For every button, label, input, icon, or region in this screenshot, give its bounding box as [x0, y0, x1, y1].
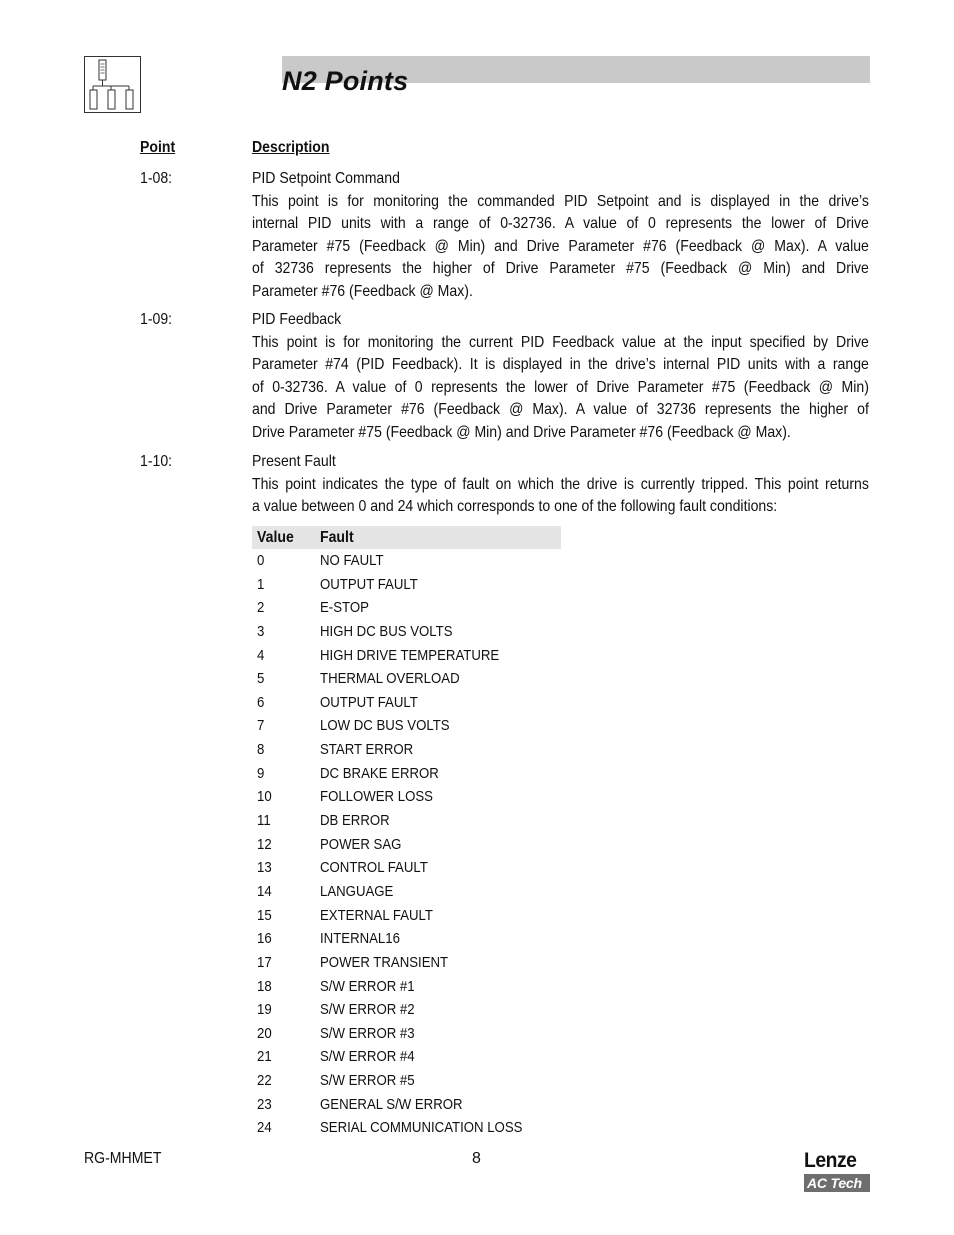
fault-value: 20 [257, 1024, 272, 1042]
table-row [252, 691, 561, 715]
table-row [252, 620, 561, 644]
fault-name: S/W ERROR #3 [320, 1024, 415, 1042]
fault-value: 0 [257, 552, 265, 569]
point-id-1-08: 1-08: [140, 170, 173, 187]
fault-name: S/W ERROR #5 [320, 1072, 415, 1090]
description-line: a value between 0 and 24 which corresponds to one of the following fault conditions: [252, 498, 778, 515]
fault-value: 10 [257, 788, 272, 806]
entry-description [252, 474, 869, 519]
fault-value: 11 [257, 812, 271, 830]
table-row [252, 785, 561, 809]
fault-name: DB ERROR [320, 812, 390, 830]
table-row [252, 833, 561, 857]
fault-name: SERIAL COMMUNICATION LOSS [320, 1119, 523, 1137]
fault-name: S/W ERROR #4 [320, 1048, 415, 1066]
fault-name: OUTPUT FAULT [320, 693, 418, 711]
fault-name: HIGH DC BUS VOLTS [320, 622, 453, 640]
description-line: internal PID units with a range of 0-32736. A value of 0 represents the lower of Drive [252, 215, 869, 232]
table-row [252, 738, 561, 762]
point-id-1-10: 1-10: [140, 453, 173, 470]
fault-value: 18 [257, 977, 272, 995]
table-row [252, 1022, 561, 1046]
document-code: RG-MHMET [84, 1150, 162, 1167]
fault-name: LANGUAGE [320, 882, 394, 900]
fault-name: NO FAULT [320, 552, 384, 569]
fault-value: 3 [257, 622, 265, 640]
fault-value: 7 [257, 717, 265, 735]
logo-subbrand: AC Tech [804, 1174, 870, 1192]
description-line: This point indicates the type of fault on which the drive is currently tripped. This point returns [252, 475, 869, 493]
table-row [252, 596, 561, 620]
description-line: This point is for monitoring the commanded PID Setpoint and is displayed in the drive’s [252, 192, 869, 210]
fault-name: THERMAL OVERLOAD [320, 670, 460, 688]
fault-table-header [252, 526, 561, 549]
table-row [252, 975, 561, 999]
description-line: This point is for monitoring the current PID Feedback value at the input specified by Drive [252, 333, 869, 351]
fault-value: 17 [257, 953, 272, 971]
fault-table-body [252, 549, 561, 1140]
table-row [252, 573, 561, 597]
entry-description [252, 191, 869, 304]
fault-name: START ERROR [320, 741, 414, 759]
fault-name: POWER TRANSIENT [320, 953, 449, 971]
description-line: Parameter #75 (Feedback @ Min) and Drive Parameter #76 (Feedback @ Max). A value [252, 237, 869, 255]
lenze-logo [804, 1150, 870, 1192]
column-header-description: Description [252, 139, 330, 156]
table-row [252, 1069, 561, 1093]
description-line: Parameter #74 (PID Feedback). It is displayed in the drive’s internal PID units with a range [252, 356, 869, 373]
description-line: of 0-32736. A value of 0 represents the lower of Drive Parameter #75 (Feedback @ Min) [252, 378, 869, 396]
table-row [252, 1093, 561, 1117]
table-row [252, 549, 561, 573]
fault-name: E-STOP [320, 599, 369, 617]
page-number: 8 [472, 1150, 481, 1167]
fault-name: POWER SAG [320, 835, 402, 853]
table-row [252, 904, 561, 928]
table-row [252, 880, 561, 904]
table-row [252, 927, 561, 951]
fault-name: S/W ERROR #2 [320, 1001, 415, 1019]
fault-value: 13 [257, 859, 272, 877]
description-line: Drive Parameter #75 (Feedback @ Min) and Drive Parameter #76 (Feedback @ Max). [252, 423, 791, 441]
fault-name: GENERAL S/W ERROR [320, 1095, 463, 1113]
page-title: N2 Points [282, 66, 409, 96]
table-row [252, 809, 561, 833]
fault-name: INTERNAL16 [320, 930, 400, 948]
fault-name: CONTROL FAULT [320, 859, 428, 877]
table-row [252, 762, 561, 786]
table-row [252, 1045, 561, 1069]
fault-value: 1 [257, 575, 265, 593]
entry-title: PID Feedback [252, 311, 342, 328]
description-line: of 32736 represents the higher of Drive Parameter #75 (Feedback @ Min) and Drive [252, 260, 869, 277]
fault-value: 9 [257, 764, 265, 782]
fault-value: 14 [257, 882, 272, 900]
entry-title: Present Fault [252, 453, 336, 470]
entry-1-08 [252, 168, 869, 303]
network-diagram-icon [84, 56, 141, 113]
fault-value: 21 [257, 1048, 272, 1066]
column-header-point: Point [140, 139, 176, 156]
fault-value: 5 [257, 670, 265, 688]
fault-value: 4 [257, 646, 265, 664]
fault-name: EXTERNAL FAULT [320, 906, 433, 924]
fault-value: 19 [257, 1001, 272, 1019]
fault-value: 6 [257, 693, 265, 711]
fault-name: FOLLOWER LOSS [320, 788, 433, 806]
table-row [252, 856, 561, 880]
entry-1-09 [252, 309, 869, 444]
description-line: Parameter #76 (Feedback @ Max). [252, 282, 473, 300]
table-row [252, 951, 561, 975]
logo-wordmark: Lenze [804, 1149, 857, 1172]
fault-name: DC BRAKE ERROR [320, 764, 439, 782]
description-line: and Drive Parameter #76 (Feedback @ Max). A value of 32736 represents the higher of [252, 401, 869, 418]
fault-value: 22 [257, 1072, 272, 1090]
fault-value: 2 [257, 599, 265, 617]
table-row [252, 1116, 561, 1140]
fault-name: LOW DC BUS VOLTS [320, 717, 450, 735]
table-row [252, 644, 561, 668]
fault-name: S/W ERROR #1 [320, 977, 415, 995]
header-value: Value [257, 529, 294, 546]
fault-value: 8 [257, 741, 265, 759]
fault-value: 12 [257, 835, 272, 853]
header-fault: Fault [320, 529, 354, 546]
fault-value: 16 [257, 930, 272, 948]
fault-value: 24 [257, 1119, 272, 1137]
entry-description [252, 332, 869, 445]
point-id-1-09: 1-09: [140, 311, 173, 328]
fault-value: 23 [257, 1095, 272, 1113]
fault-name: OUTPUT FAULT [320, 575, 418, 593]
entry-title: PID Setpoint Command [252, 170, 400, 187]
fault-table [252, 526, 561, 1140]
fault-value: 15 [257, 906, 272, 924]
table-row [252, 998, 561, 1022]
fault-name: HIGH DRIVE TEMPERATURE [320, 646, 500, 664]
entry-1-10 [252, 451, 869, 519]
table-row [252, 667, 561, 691]
table-row [252, 714, 561, 738]
